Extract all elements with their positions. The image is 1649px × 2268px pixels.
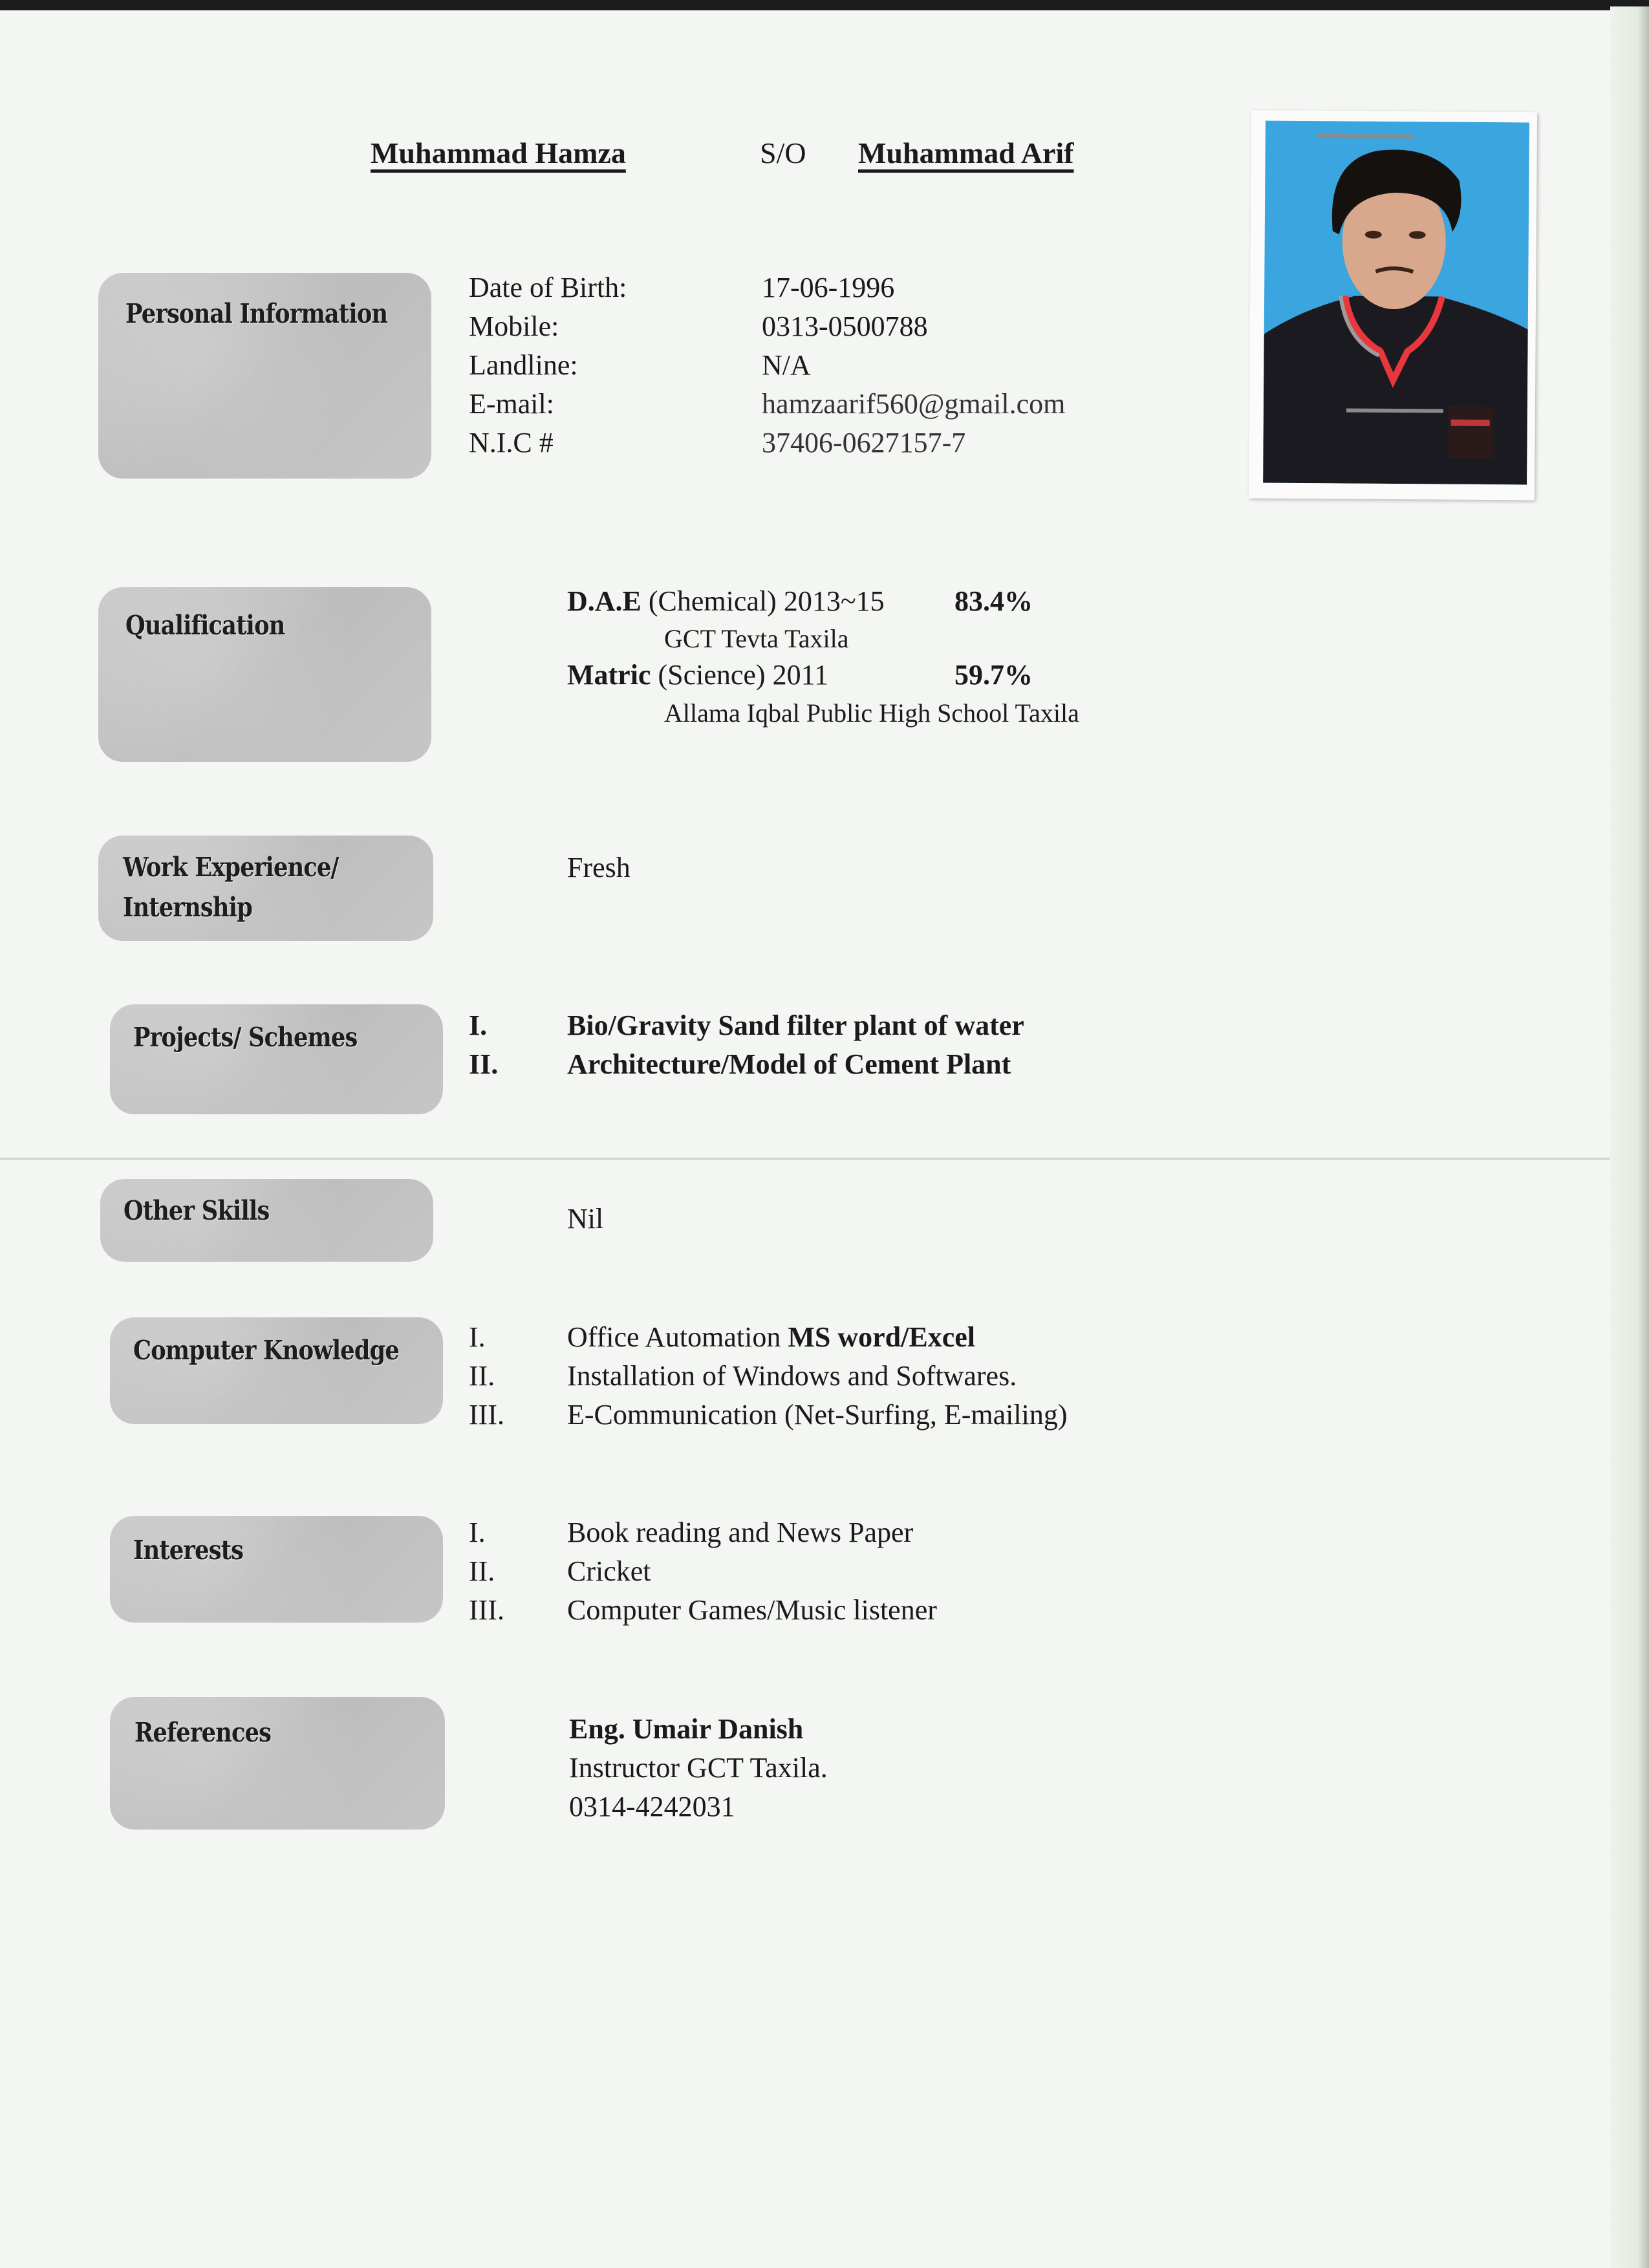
project-item: Architecture/Model of Cement Plant bbox=[567, 1048, 1011, 1080]
nic-value: 37406-0627157-7 bbox=[762, 427, 966, 459]
section-box-work bbox=[98, 836, 433, 941]
relation-label: S/O bbox=[760, 136, 806, 169]
email-label: E-mail: bbox=[469, 388, 554, 420]
degree-percent: 59.7% bbox=[954, 659, 1033, 691]
section-title-skills: Other Skills bbox=[124, 1195, 270, 1226]
work-value: Fresh bbox=[567, 852, 630, 883]
landline-value: N/A bbox=[762, 349, 811, 381]
reference-position: Instructor GCT Taxila. bbox=[569, 1752, 828, 1784]
section-box-qualification bbox=[98, 587, 431, 762]
candidate-name: Muhammad Hamza bbox=[371, 136, 626, 169]
photo-frame bbox=[1249, 110, 1537, 500]
degree-field: (Science) bbox=[658, 659, 766, 691]
section-title-line: Work Experience/ bbox=[123, 852, 339, 883]
qualification-row-dae bbox=[567, 582, 885, 621]
interest-number: II. bbox=[469, 1555, 495, 1587]
interest-number: I. bbox=[469, 1517, 486, 1548]
landline-label: Landline: bbox=[469, 349, 578, 381]
mobile-label: Mobile: bbox=[469, 310, 559, 342]
scan-top-edge bbox=[0, 0, 1649, 10]
degree-field: (Chemical) bbox=[648, 585, 777, 617]
degree-name: Matric bbox=[567, 659, 651, 691]
project-number: I. bbox=[469, 1010, 488, 1041]
interest-number: III. bbox=[469, 1594, 504, 1626]
interest-item: Book reading and News Paper bbox=[567, 1517, 914, 1548]
email-value: hamzaarif560@gmail.com bbox=[762, 388, 1066, 420]
scan-right-edge bbox=[1610, 6, 1649, 2268]
dob-label: Date of Birth: bbox=[469, 272, 627, 303]
computer-item-text: Office Automation bbox=[567, 1321, 788, 1353]
dob-value: 17-06-1996 bbox=[762, 272, 895, 303]
computer-number: I. bbox=[469, 1321, 486, 1353]
section-title-personal: Personal Information bbox=[125, 298, 388, 329]
skills-value: Nil bbox=[567, 1203, 604, 1235]
degree-percent: 83.4% bbox=[954, 585, 1033, 617]
degree-institute: Allama Iqbal Public High School Taxila bbox=[664, 698, 1079, 728]
interest-item: Cricket bbox=[567, 1555, 651, 1587]
section-box-interests bbox=[110, 1516, 443, 1623]
section-box-personal bbox=[98, 273, 431, 479]
qualification-row-matric bbox=[567, 656, 828, 695]
computer-item: E-Communication (Net-Surfing, E-mailing) bbox=[567, 1399, 1068, 1431]
computer-item bbox=[567, 1318, 975, 1357]
project-item: Bio/Gravity Sand filter plant of water bbox=[567, 1010, 1024, 1041]
section-box-skills bbox=[100, 1179, 433, 1262]
portrait-photo-icon bbox=[1263, 121, 1529, 485]
degree-institute: GCT Tevta Taxila bbox=[664, 624, 849, 653]
paper-fold-line bbox=[0, 1158, 1610, 1160]
section-title-interests: Interests bbox=[133, 1535, 244, 1566]
section-title-computer: Computer Knowledge bbox=[133, 1335, 399, 1366]
section-box-references bbox=[110, 1697, 445, 1830]
interest-item: Computer Games/Music listener bbox=[567, 1594, 937, 1626]
degree-year: 2013~15 bbox=[783, 585, 885, 617]
degree-name: D.A.E bbox=[567, 585, 641, 617]
section-title-references: References bbox=[135, 1717, 272, 1748]
section-box-computer bbox=[110, 1317, 443, 1424]
project-number: II. bbox=[469, 1048, 499, 1080]
section-title-qualification: Qualification bbox=[125, 610, 285, 641]
mobile-value: 0313-0500788 bbox=[762, 310, 928, 342]
computer-item-bold: MS word/Excel bbox=[788, 1321, 975, 1353]
computer-number: II. bbox=[469, 1360, 495, 1392]
section-title-line: Internship bbox=[123, 892, 253, 923]
nic-label: N.I.C # bbox=[469, 427, 554, 459]
computer-item: Installation of Windows and Softwares. bbox=[567, 1360, 1017, 1392]
reference-name: Eng. Umair Danish bbox=[569, 1713, 804, 1745]
section-title-projects: Projects/ Schemes bbox=[133, 1022, 358, 1053]
father-name: Muhammad Arif bbox=[858, 136, 1074, 169]
section-title-work bbox=[123, 847, 339, 927]
computer-number: III. bbox=[469, 1399, 504, 1431]
degree-year: 2011 bbox=[772, 659, 828, 691]
section-box-projects bbox=[110, 1004, 443, 1114]
reference-phone: 0314-4242031 bbox=[569, 1791, 735, 1822]
